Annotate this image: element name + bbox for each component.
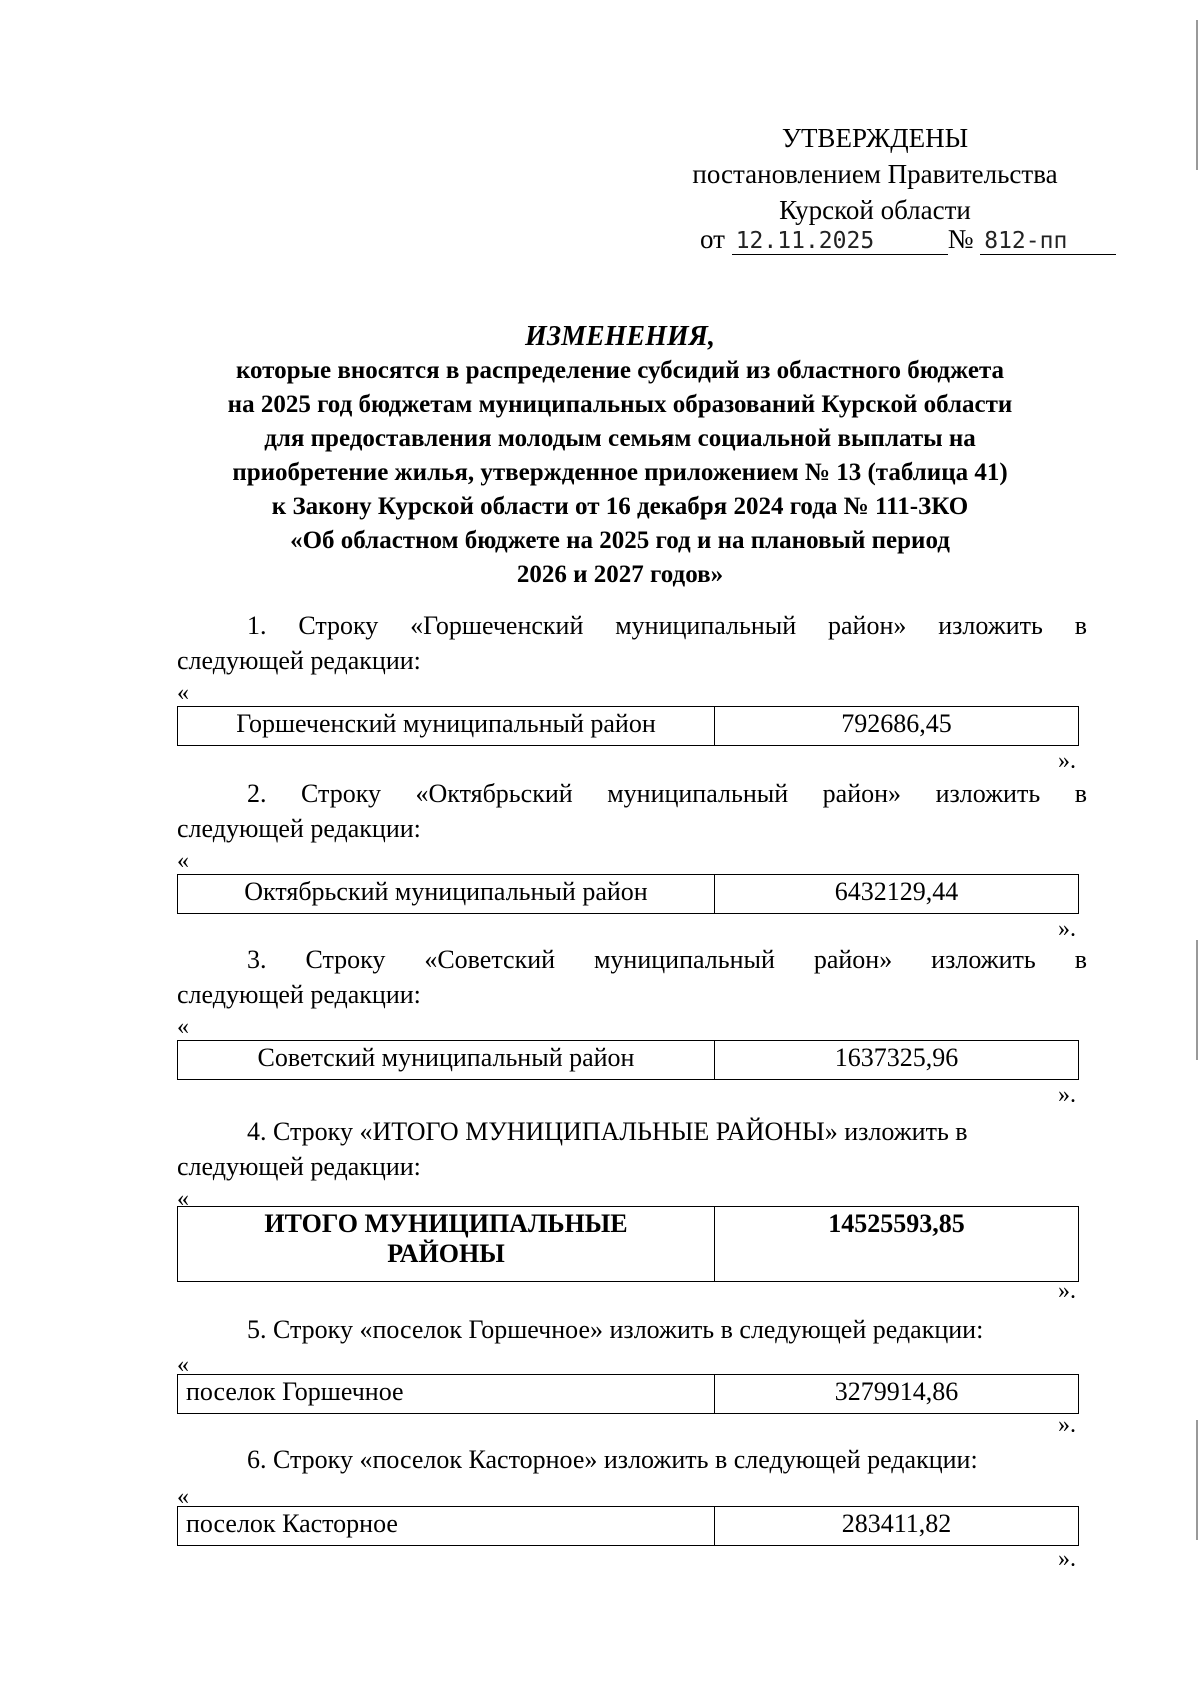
- table-row: [178, 1207, 1079, 1282]
- quote-open: «: [177, 680, 189, 706]
- quote-open: «: [177, 1014, 189, 1040]
- table-cell-name: Советский муниципальный район: [178, 1041, 715, 1080]
- item-4-text: 4. Строку «ИТОГО МУНИЦИПАЛЬНЫЕ РАЙОНЫ» изложить в: [247, 1117, 968, 1146]
- item-2-text-cont: следующей редакции:: [177, 814, 421, 843]
- table-row: [178, 1041, 1079, 1080]
- scan-edge-mark: [1196, 940, 1198, 1060]
- table-cell-name: Октябрьский муниципальный район: [178, 875, 715, 914]
- table-cell-name-line: РАЙОНЫ: [387, 1239, 505, 1268]
- quote-close: ».: [1058, 1278, 1076, 1304]
- item-1-table: [177, 706, 1079, 746]
- approval-date-row: [700, 224, 1116, 255]
- table-cell-value: 6432129,44: [715, 875, 1079, 914]
- item-3-table: [177, 1040, 1079, 1080]
- quote-open: «: [177, 1484, 189, 1510]
- date-prefix: от: [700, 224, 725, 254]
- item-2-table: [177, 874, 1079, 914]
- table-row: [178, 1375, 1079, 1414]
- item-4-text-cont: следующей редакции:: [177, 1152, 421, 1181]
- table-cell-value: 3279914,86: [715, 1375, 1079, 1414]
- heading-line: «Об областном бюджете на 2025 год и на плановый период: [290, 527, 950, 554]
- table-cell-name: поселок Касторное: [178, 1507, 715, 1546]
- table-cell-name-line: ИТОГО МУНИЦИПАЛЬНЫЕ: [264, 1209, 628, 1238]
- approval-number: 812-пп: [980, 228, 1116, 255]
- heading-line: которые вносятся в распределение субсидий из областного бюджета: [235, 357, 1005, 384]
- item-3-text-cont: следующей редакции:: [177, 980, 421, 1009]
- table-cell-name: поселок Горшечное: [178, 1375, 715, 1414]
- heading-line: 2026 и 2027 годов»: [516, 561, 724, 588]
- approval-resolution: постановлением Правительства: [692, 159, 1058, 189]
- quote-open: «: [177, 1186, 189, 1212]
- scan-edge-mark: [1196, 20, 1198, 170]
- item-6-text: 6. Строку «поселок Касторное» изложить в следующей редакции:: [247, 1445, 978, 1474]
- item-3-text: 3. Строку «Советский муниципальный район» изложить в: [247, 945, 1087, 974]
- heading-line: приобретение жилья, утвержденное приложением № 13 (таблица 41): [232, 459, 1008, 486]
- table-cell-value: 283411,82: [715, 1507, 1079, 1546]
- table-row: [178, 1507, 1079, 1546]
- table-cell-name: [178, 1207, 715, 1282]
- table-cell-value: 14525593,85: [715, 1207, 1079, 1282]
- table-cell-name: Горшеченский муниципальный район: [178, 707, 715, 746]
- quote-close: ».: [1058, 1546, 1076, 1572]
- scan-edge-mark: [1196, 1420, 1198, 1540]
- heading-line: к Закону Курской области от 16 декабря 2024 года № 111-ЗКО: [271, 493, 969, 520]
- quote-close: ».: [1058, 1412, 1076, 1438]
- approval-region: Курской области: [779, 195, 971, 225]
- quote-open: «: [177, 1352, 189, 1378]
- item-4-table: [177, 1206, 1079, 1282]
- heading-line: для предоставления молодым семьям социальной выплаты на: [264, 425, 976, 452]
- item-2-text: 2. Строку «Октябрьский муниципальный район» изложить в: [247, 779, 1087, 808]
- document-heading: [150, 320, 1090, 592]
- heading-line: на 2025 год бюджетам муниципальных образований Курской области: [227, 391, 1013, 418]
- quote-close: ».: [1058, 916, 1076, 942]
- table-cell-value: 792686,45: [715, 707, 1079, 746]
- number-prefix: №: [947, 224, 974, 254]
- table-row: [178, 875, 1079, 914]
- quote-close: ».: [1058, 1082, 1076, 1108]
- item-1-text-cont: следующей редакции:: [177, 646, 421, 675]
- approval-date: 12.11.2025: [732, 228, 948, 255]
- item-1-text: 1. Строку «Горшеченский муниципальный район» изложить в: [247, 611, 1087, 640]
- heading-title: ИЗМЕНЕНИЯ,: [525, 321, 715, 352]
- table-row: [178, 707, 1079, 746]
- quote-open: «: [177, 848, 189, 874]
- quote-close: ».: [1058, 748, 1076, 774]
- approval-title: УТВЕРЖДЕНЫ: [781, 123, 969, 153]
- item-5-text: 5. Строку «поселок Горшечное» изложить в следующей редакции:: [247, 1315, 984, 1344]
- item-6-table: [177, 1506, 1079, 1546]
- item-5-table: [177, 1374, 1079, 1414]
- approval-block: [640, 120, 1110, 228]
- table-cell-value: 1637325,96: [715, 1041, 1079, 1080]
